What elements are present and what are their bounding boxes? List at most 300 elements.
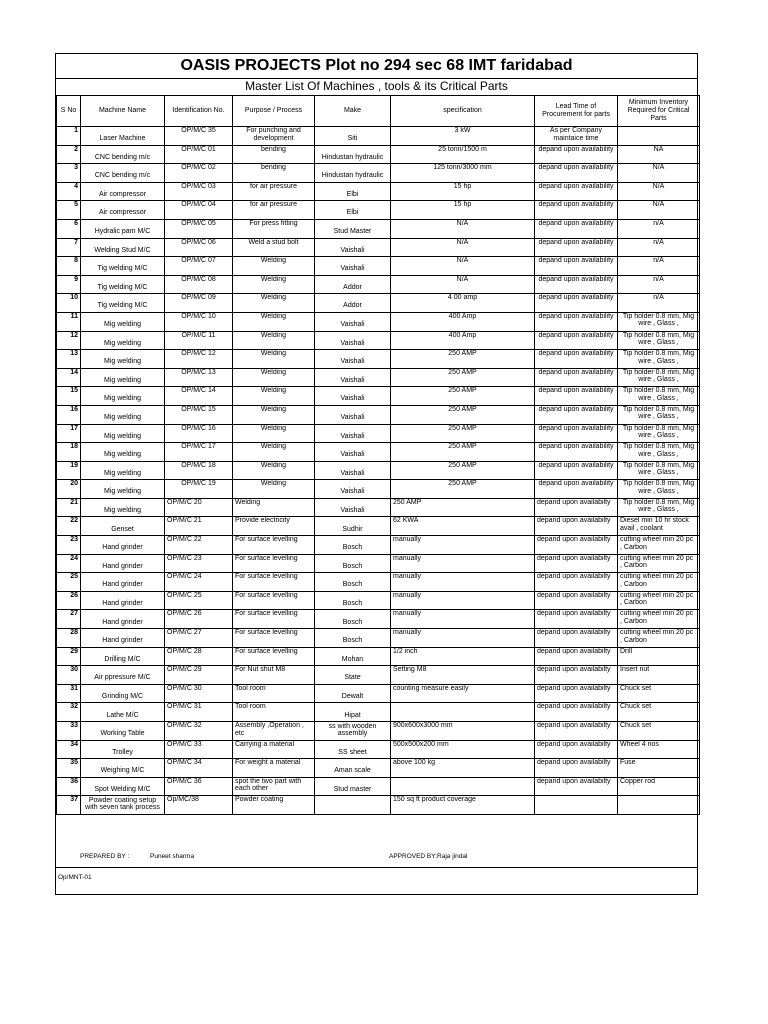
cell-make: Vaishali: [315, 368, 391, 387]
cell-machine-name: Air compressor: [81, 201, 165, 220]
cell-machine-name: Mig welding: [81, 424, 165, 443]
cell-sno: 19: [57, 461, 81, 480]
cell-min-inventory: n/A: [618, 257, 700, 276]
cell-lead-time: depand upon availability: [535, 182, 618, 201]
cell-min-inventory: n/A: [618, 219, 700, 238]
cell-purpose: Welding: [233, 331, 315, 350]
cell-identification: OP/M/C 01: [165, 145, 233, 164]
cell-sno: 24: [57, 554, 81, 573]
cell-identification: OP/M/C 25: [165, 591, 233, 610]
table-row: [57, 517, 700, 536]
cell-purpose: Weld a stud bolt: [233, 238, 315, 257]
cell-identification: OP/M/C 23: [165, 554, 233, 573]
table-row: [57, 331, 700, 350]
table-row: [57, 219, 700, 238]
table-row: [57, 740, 700, 759]
cell-identification: OP/M/C 35: [165, 127, 233, 146]
cell-sno: 30: [57, 666, 81, 685]
cell-machine-name: Genset: [81, 517, 165, 536]
cell-lead-time: depand upon availabilty: [535, 536, 618, 555]
cell-make: Addor: [315, 275, 391, 294]
cell-min-inventory: Tip holder 0.8 mm, Mig wire , Glass ,: [618, 443, 700, 462]
cell-specification: 250 AMP: [391, 350, 535, 369]
col-min-inventory: Minimum Inventory Required for Critical Parts: [618, 96, 700, 127]
cell-specification: 3 kW: [391, 127, 535, 146]
cell-make: Hindustan hydraulic: [315, 145, 391, 164]
cell-purpose: Welding: [233, 368, 315, 387]
cell-min-inventory: Tip holder 0.8 mm, Mig wire , Glass ,: [618, 312, 700, 331]
cell-min-inventory: n/A: [618, 275, 700, 294]
cell-specification: N/A: [391, 219, 535, 238]
table-row: [57, 536, 700, 555]
cell-min-inventory: cutting wheel min 20 pc , Carbon: [618, 629, 700, 648]
cell-purpose: Welding: [233, 480, 315, 499]
cell-specification: N/A: [391, 257, 535, 276]
cell-min-inventory: Tip holder 0.8 mm, Mig wire , Glass ,: [618, 368, 700, 387]
table-row: [57, 127, 700, 146]
cell-make: [315, 796, 391, 815]
machine-table: [56, 95, 700, 815]
table-row: [57, 424, 700, 443]
cell-min-inventory: Chuck set: [618, 703, 700, 722]
cell-machine-name: CNC bending m/c: [81, 145, 165, 164]
cell-identification: OP/M/C 02: [165, 164, 233, 183]
table-row: [57, 629, 700, 648]
prepared-by-label: PREPARED BY :: [80, 853, 130, 860]
cell-sno: 32: [57, 703, 81, 722]
cell-identification: OP/M/C 31: [165, 703, 233, 722]
cell-specification: manually: [391, 554, 535, 573]
cell-purpose: For punching and development: [233, 127, 315, 146]
cell-identification: OP/M/C 19: [165, 480, 233, 499]
cell-lead-time: depand upon availability: [535, 331, 618, 350]
cell-sno: 6: [57, 219, 81, 238]
cell-lead-time: depand upon availability: [535, 219, 618, 238]
table-row: [57, 480, 700, 499]
cell-min-inventory: Tip holder 0.8 mm, Mig wire , Glass ,: [618, 424, 700, 443]
cell-specification: 15 hp: [391, 182, 535, 201]
cell-lead-time: depand upon availabilty: [535, 703, 618, 722]
cell-sno: 25: [57, 573, 81, 592]
cell-min-inventory: [618, 127, 700, 146]
cell-sno: 13: [57, 350, 81, 369]
cell-purpose: bending: [233, 164, 315, 183]
cell-lead-time: depand upon availability: [535, 164, 618, 183]
cell-specification: 400 Amp: [391, 331, 535, 350]
cell-purpose: For press fitting: [233, 219, 315, 238]
cell-min-inventory: Tip holder 0.8 mm, Mig wire , Glass ,: [618, 461, 700, 480]
cell-specification: [391, 777, 535, 796]
cell-specification: 250 AMP: [391, 480, 535, 499]
cell-sno: 2: [57, 145, 81, 164]
cell-make: Vaishali: [315, 387, 391, 406]
document-sheet: [55, 53, 698, 895]
cell-min-inventory: cutting wheel min 20 pc , Carbon: [618, 554, 700, 573]
cell-machine-name: Tig welding M/C: [81, 275, 165, 294]
cell-identification: OP/M/C 33: [165, 740, 233, 759]
cell-make: SS sheet: [315, 740, 391, 759]
cell-lead-time: depand upon availability: [535, 350, 618, 369]
cell-identification: OP/M/C 07: [165, 257, 233, 276]
cell-min-inventory: n/A: [618, 238, 700, 257]
cell-lead-time: depand upon availabilty: [535, 666, 618, 685]
cell-specification: 250 AMP: [391, 424, 535, 443]
cell-make: Bosch: [315, 536, 391, 555]
cell-identification: OP/M/C 10: [165, 312, 233, 331]
cell-identification: OP/M/C 04: [165, 201, 233, 220]
cell-specification: manually: [391, 591, 535, 610]
cell-sno: 27: [57, 610, 81, 629]
table-row: [57, 573, 700, 592]
cell-machine-name: Mig welding: [81, 331, 165, 350]
col-identification: Identification No.: [165, 96, 233, 127]
cell-sno: 10: [57, 294, 81, 313]
cell-make: Vaishali: [315, 350, 391, 369]
cell-make: Mohan: [315, 647, 391, 666]
cell-identification: OP/M/C 13: [165, 368, 233, 387]
cell-sno: 8: [57, 257, 81, 276]
cell-specification: 4 00 amp: [391, 294, 535, 313]
signature-row: [56, 851, 697, 868]
table-row: [57, 275, 700, 294]
approved-by: APPROVED BY:Raja jindal: [389, 853, 468, 860]
cell-min-inventory: cutting wheel min 20 pc , Carbon: [618, 573, 700, 592]
cell-lead-time: depand upon availabilty: [535, 591, 618, 610]
cell-lead-time: depand upon availability: [535, 387, 618, 406]
cell-machine-name: Mig welding: [81, 387, 165, 406]
table-row: [57, 796, 700, 815]
cell-sno: 17: [57, 424, 81, 443]
cell-machine-name: Drilling M/C: [81, 647, 165, 666]
cell-purpose: bending: [233, 145, 315, 164]
cell-make: Stud Master: [315, 219, 391, 238]
cell-purpose: For surface levelling: [233, 573, 315, 592]
cell-min-inventory: Wheel 4 nos: [618, 740, 700, 759]
cell-purpose: For surface levelling: [233, 536, 315, 555]
cell-specification: [391, 703, 535, 722]
cell-machine-name: Mig welding: [81, 480, 165, 499]
cell-machine-name: Hand grinder: [81, 536, 165, 555]
col-lead-time: Lead Time of Procurement for parts: [535, 96, 618, 127]
cell-specification: N/A: [391, 275, 535, 294]
cell-machine-name: Grinding M/C: [81, 684, 165, 703]
cell-sno: 26: [57, 591, 81, 610]
cell-purpose: Welding: [233, 443, 315, 462]
cell-min-inventory: cutting wheel min 20 pc , Carbon: [618, 536, 700, 555]
cell-make: Addor: [315, 294, 391, 313]
cell-make: Vaishali: [315, 257, 391, 276]
cell-sno: 37: [57, 796, 81, 815]
cell-specification: manually: [391, 536, 535, 555]
table-row: [57, 666, 700, 685]
cell-lead-time: depand upon availability: [535, 405, 618, 424]
table-row: [57, 294, 700, 313]
table-row: [57, 703, 700, 722]
cell-make: Stud master: [315, 777, 391, 796]
cell-sno: 36: [57, 777, 81, 796]
cell-sno: 15: [57, 387, 81, 406]
cell-sno: 20: [57, 480, 81, 499]
cell-purpose: Carrying a material: [233, 740, 315, 759]
cell-lead-time: depand upon availability: [535, 257, 618, 276]
cell-purpose: Welding: [233, 387, 315, 406]
cell-purpose: For weight a material: [233, 759, 315, 778]
cell-specification: 900x600x3000 mm: [391, 722, 535, 741]
cell-lead-time: depand upon availability: [535, 368, 618, 387]
cell-purpose: Powder coating: [233, 796, 315, 815]
cell-specification: 250 AMP: [391, 443, 535, 462]
cell-identification: OP/M/C 30: [165, 684, 233, 703]
table-row: [57, 443, 700, 462]
cell-make: Bosch: [315, 610, 391, 629]
cell-machine-name: Hand grinder: [81, 629, 165, 648]
cell-make: Vaishali: [315, 424, 391, 443]
cell-sno: 31: [57, 684, 81, 703]
cell-min-inventory: Chuck set: [618, 722, 700, 741]
cell-lead-time: As per Company maintaice time: [535, 127, 618, 146]
cell-min-inventory: Tip holder 0.8 mm, Mig wire , Glass ,: [618, 498, 700, 517]
cell-specification: above 100 kg: [391, 759, 535, 778]
cell-make: Bosch: [315, 591, 391, 610]
cell-make: Bosch: [315, 573, 391, 592]
cell-lead-time: depand upon availabilty: [535, 647, 618, 666]
cell-purpose: Provide electricity: [233, 517, 315, 536]
cell-identification: OP/M/C 11: [165, 331, 233, 350]
cell-make: ss with wooden assembly: [315, 722, 391, 741]
table-row: [57, 610, 700, 629]
cell-lead-time: depand upon availability: [535, 312, 618, 331]
cell-min-inventory: NA: [618, 145, 700, 164]
cell-identification: OP/M/C 12: [165, 350, 233, 369]
cell-identification: OP/M/C 27: [165, 629, 233, 648]
cell-machine-name: Tig welding M/C: [81, 257, 165, 276]
cell-machine-name: Air compressor: [81, 182, 165, 201]
cell-sno: 22: [57, 517, 81, 536]
cell-purpose: Welding: [233, 257, 315, 276]
cell-identification: OP/M/C 03: [165, 182, 233, 201]
cell-make: Bosch: [315, 554, 391, 573]
cell-purpose: Tool room: [233, 703, 315, 722]
cell-identification: OP/M/C 22: [165, 536, 233, 555]
cell-sno: 12: [57, 331, 81, 350]
cell-identification: OP/M/C 26: [165, 610, 233, 629]
cell-sno: 33: [57, 722, 81, 741]
cell-min-inventory: Chuck set: [618, 684, 700, 703]
cell-machine-name: Spot Welding M/C: [81, 777, 165, 796]
cell-make: Vaishali: [315, 331, 391, 350]
prepared-by-name: Puneet sharma: [150, 853, 195, 860]
cell-identification: OP/M/C 36: [165, 777, 233, 796]
cell-sno: 34: [57, 740, 81, 759]
cell-identification: OP/M/C 09: [165, 294, 233, 313]
cell-lead-time: depand upon availabilty: [535, 759, 618, 778]
cell-lead-time: depand upon availability: [535, 238, 618, 257]
table-row: [57, 164, 700, 183]
cell-min-inventory: Tip holder 0.8 mm, Mig wire , Glass ,: [618, 480, 700, 499]
cell-specification: 250 AMP: [391, 368, 535, 387]
cell-specification: 150 sq ft product coverage: [391, 796, 535, 815]
cell-min-inventory: n/A: [618, 294, 700, 313]
cell-purpose: Welding: [233, 312, 315, 331]
table-row: [57, 405, 700, 424]
cell-machine-name: CNC bending m/c: [81, 164, 165, 183]
cell-machine-name: Mig welding: [81, 443, 165, 462]
cell-min-inventory: N/A: [618, 201, 700, 220]
cell-machine-name: Lathe M/C: [81, 703, 165, 722]
cell-specification: counting measure easily: [391, 684, 535, 703]
table-row: [57, 759, 700, 778]
cell-min-inventory: Drill: [618, 647, 700, 666]
cell-lead-time: depand upon availabilty: [535, 573, 618, 592]
col-make: Make: [315, 96, 391, 127]
cell-make: Vaishali: [315, 443, 391, 462]
cell-purpose: Welding: [233, 405, 315, 424]
document-subtitle: Master List Of Machines , tools & its Critical Parts: [56, 78, 697, 96]
cell-identification: OP/M/C 14: [165, 387, 233, 406]
cell-machine-name: Mig welding: [81, 312, 165, 331]
cell-specification: 62 KWA: [391, 517, 535, 536]
cell-identification: OP/M/C 05: [165, 219, 233, 238]
cell-purpose: For surface levelling: [233, 554, 315, 573]
cell-min-inventory: N/A: [618, 164, 700, 183]
cell-machine-name: Mig welding: [81, 350, 165, 369]
cell-identification: OP/M/C 06: [165, 238, 233, 257]
table-row: [57, 554, 700, 573]
cell-make: Dewalt: [315, 684, 391, 703]
cell-specification: 250 AMP: [391, 405, 535, 424]
cell-make: Sudhir: [315, 517, 391, 536]
table-row: [57, 684, 700, 703]
cell-lead-time: depand upon availabilty: [535, 554, 618, 573]
cell-lead-time: depand upon availabilty: [535, 498, 618, 517]
cell-sno: 23: [57, 536, 81, 555]
table-row: [57, 647, 700, 666]
table-row: [57, 722, 700, 741]
cell-sno: 9: [57, 275, 81, 294]
cell-lead-time: depand upon availabilty: [535, 629, 618, 648]
cell-lead-time: [535, 796, 618, 815]
cell-sno: 28: [57, 629, 81, 648]
cell-min-inventory: Tip holder 0.8 mm, Mig wire , Glass ,: [618, 331, 700, 350]
cell-identification: Op/MC/38: [165, 796, 233, 815]
cell-min-inventory: Diesel min 10 hr stock avail , coolant: [618, 517, 700, 536]
cell-identification: OP/M/C 34: [165, 759, 233, 778]
cell-sno: 11: [57, 312, 81, 331]
cell-specification: manually: [391, 629, 535, 648]
table-row: [57, 368, 700, 387]
cell-make: Vaishali: [315, 498, 391, 517]
table-row: [57, 350, 700, 369]
cell-identification: OP/M/C 21: [165, 517, 233, 536]
cell-sno: 35: [57, 759, 81, 778]
cell-min-inventory: Copper rod: [618, 777, 700, 796]
cell-min-inventory: cutting wheel min 20 pc , Carbon: [618, 591, 700, 610]
cell-specification: 1/2 inch: [391, 647, 535, 666]
cell-sno: 3: [57, 164, 81, 183]
cell-lead-time: depand upon availabilty: [535, 684, 618, 703]
cell-specification: 250 AMP: [391, 461, 535, 480]
cell-specification: 250 AMP: [391, 498, 535, 517]
table-row: [57, 238, 700, 257]
cell-purpose: Tool room: [233, 684, 315, 703]
cell-machine-name: Mig welding: [81, 368, 165, 387]
cell-specification: Setting M8: [391, 666, 535, 685]
cell-specification: 400 Amp: [391, 312, 535, 331]
cell-lead-time: depand upon availabilty: [535, 517, 618, 536]
cell-make: Siti: [315, 127, 391, 146]
cell-sno: 18: [57, 443, 81, 462]
cell-make: Vaishali: [315, 405, 391, 424]
cell-lead-time: depand upon availability: [535, 275, 618, 294]
cell-make: Hipat: [315, 703, 391, 722]
cell-identification: OP/M/C 17: [165, 443, 233, 462]
cell-make: Elbi: [315, 201, 391, 220]
cell-purpose: For surface levelling: [233, 629, 315, 648]
cell-lead-time: depand upon availabilty: [535, 777, 618, 796]
col-sno: S No: [57, 96, 81, 127]
col-specification: specification: [391, 96, 535, 127]
cell-lead-time: depand upon availabilty: [535, 722, 618, 741]
cell-lead-time: depand upon availabilty: [535, 610, 618, 629]
cell-identification: OP/M/C 29: [165, 666, 233, 685]
table-row: [57, 257, 700, 276]
cell-purpose: for air pressure: [233, 182, 315, 201]
cell-purpose: Welding: [233, 424, 315, 443]
cell-identification: OP/M/C 15: [165, 405, 233, 424]
table-row: [57, 461, 700, 480]
table-row: [57, 498, 700, 517]
cell-specification: manually: [391, 573, 535, 592]
cell-specification: N/A: [391, 238, 535, 257]
cell-make: Elbi: [315, 182, 391, 201]
table-row: [57, 777, 700, 796]
cell-purpose: Welding: [233, 461, 315, 480]
cell-purpose: For surface levelling: [233, 591, 315, 610]
cell-machine-name: Hydralic pam M/C: [81, 219, 165, 238]
cell-min-inventory: Fuse: [618, 759, 700, 778]
cell-lead-time: depand upon availabilty: [535, 740, 618, 759]
table-row: [57, 387, 700, 406]
cell-specification: 250 AMP: [391, 387, 535, 406]
cell-sno: 21: [57, 498, 81, 517]
cell-lead-time: depand upon availability: [535, 461, 618, 480]
cell-identification: OP/M/C 08: [165, 275, 233, 294]
cell-machine-name: Powder coating setup with seven tank process: [81, 796, 165, 815]
cell-identification: OP/M/C 16: [165, 424, 233, 443]
cell-specification: 125 tonn/3000 mm: [391, 164, 535, 183]
cell-make: Aman scale: [315, 759, 391, 778]
cell-specification: 25 tonn/1500 m: [391, 145, 535, 164]
cell-lead-time: depand upon availability: [535, 294, 618, 313]
cell-make: Hindustan hydraulic: [315, 164, 391, 183]
cell-purpose: for air pressure: [233, 201, 315, 220]
cell-make: Vaishali: [315, 480, 391, 499]
cell-make: Bosch: [315, 629, 391, 648]
cell-purpose: Welding: [233, 275, 315, 294]
cell-purpose: For surface levelling: [233, 610, 315, 629]
cell-purpose: For Nut shut M8: [233, 666, 315, 685]
cell-machine-name: Hand grinder: [81, 610, 165, 629]
cell-machine-name: Mig welding: [81, 461, 165, 480]
cell-lead-time: depand upon availability: [535, 201, 618, 220]
cell-machine-name: Working Table: [81, 722, 165, 741]
cell-lead-time: depand upon availability: [535, 145, 618, 164]
cell-min-inventory: [618, 796, 700, 815]
cell-sno: 7: [57, 238, 81, 257]
col-purpose: Purpose / Process: [233, 96, 315, 127]
table-row: [57, 145, 700, 164]
cell-specification: manually: [391, 610, 535, 629]
